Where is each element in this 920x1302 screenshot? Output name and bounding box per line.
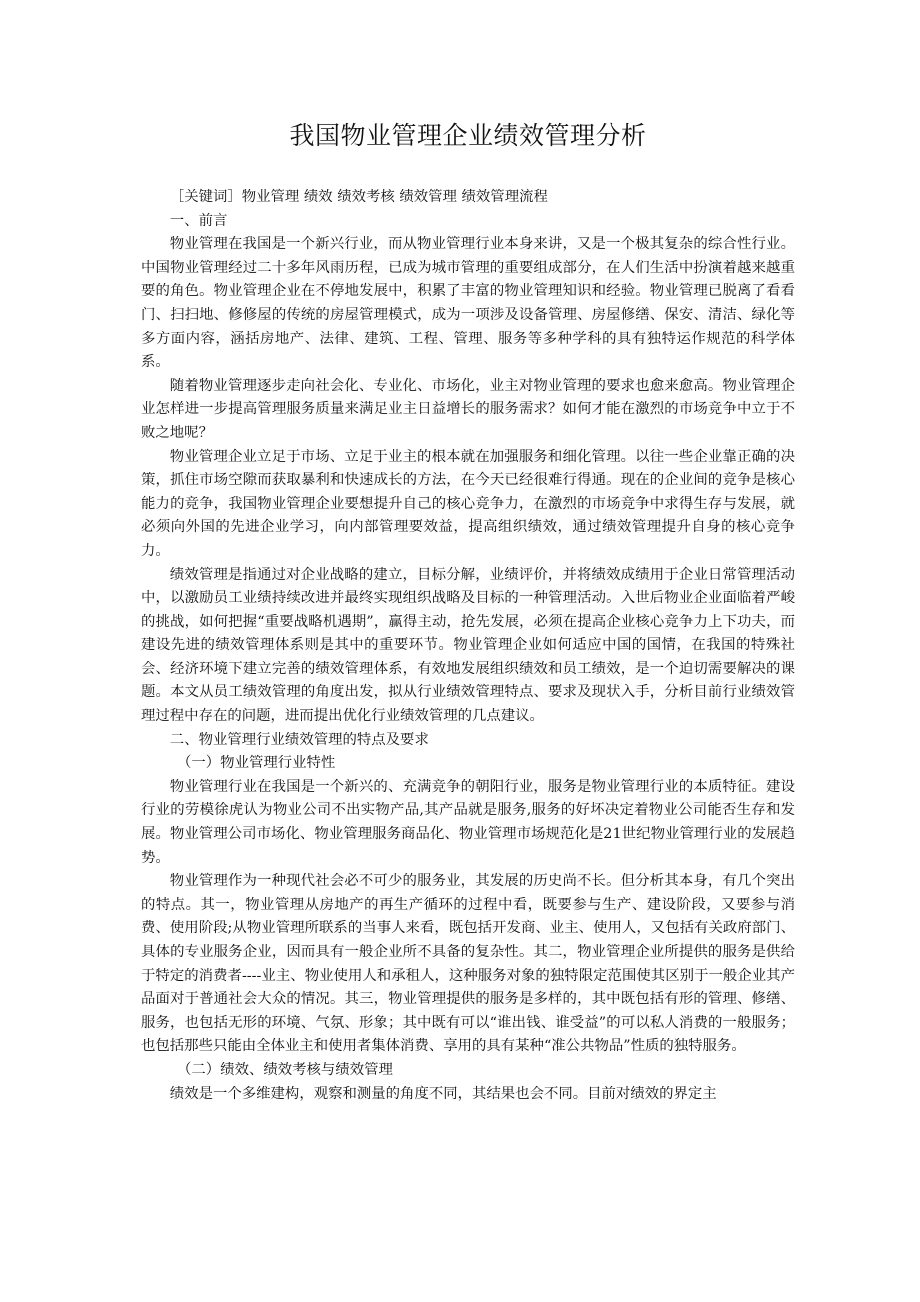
body-paragraph: 物业管理企业立足于市场、立足于业主的根本就在加强服务和细化管理。以往一些企业靠正确的决策，抓住市场空隙而获取暴利和快速成长的方法，在今天已经很难行得通。现在的企业间的竞争是核心能力的竞争，我国物业管理企业要想提升自己的核心竞争力，在激烈的市场竞争中求得生存与发展，就必须向外国的先进企业学习，向内部管理要效益，提高组织绩效，通过绩效管理提升自身的核心竞争力。	[141, 448, 795, 559]
body-paragraph: 绩效管理是指通过对企业战略的建立，目标分解，业绩评价，并将绩效成绩用于企业日常管理活动中，以激励员工业绩持续改进并最终实现组织战略及目标的一种管理活动。入世后物业企业面临着严峻的挑战，如何把握“重要战略机遇期”，赢得主动，抢先发展，必须在提高企业核心竞争力上下功夫，而建设先进的绩效管理体系则是其中的重要环节。物业管理企业如何适应中国的国情，在我国的特殊社会、经济环境下建立完善的绩效管理体系，有效地发展组织绩效和员工绩效，是一个迫切需要解决的课题。本文从员工绩效管理的角度出发，拟从行业绩效管理特点、要求及现状入手，分析目前行业绩效管理过程中存在的问题，进而提出优化行业绩效管理的几点建议。	[141, 566, 795, 725]
body-paragraph: 物业管理行业在我国是一个新兴的、充满竞争的朝阳行业，服务是物业管理行业的本质特征。建设行业的劳模徐虎认为物业公司不出实物产品,其产品就是服务,服务的好坏决定着物业公司能否生存和发展。物业管理公司市场化、物业管理服务商品化、物业管理市场规范化是21世纪物业管理行业的发展趋势。	[141, 778, 795, 866]
document-body	[141, 186, 795, 1106]
body-paragraph: 物业管理在我国是一个新兴行业，而从物业管理行业本身来讲，又是一个极其复杂的综合性行业。中国物业管理经过二十多年风雨历程，已成为城市管理的重要组成部分，在人们生活中扮演着越来越重要的角色。物业管理企业在不停地发展中，积累了丰富的物业管理知识和经验。物业管理已脱离了看看门、扫扫地、修修屋的传统的房屋管理模式，成为一项涉及设备管理、房屋修缮、保安、清洁、绿化等多方面内容，涵括房地产、法律、建筑、工程、管理、服务等多种学科的具有独特运作规范的科学体系。	[141, 236, 795, 371]
subsection-heading-industry-traits: （一）物业管理行业特性	[177, 755, 336, 772]
body-paragraph: 物业管理作为一种现代社会必不可少的服务业，其发展的历史尚不长。但分析其本身，有几个突出的特点。其一，物业管理从房地产的再生产循环的过程中看，既要参与生产、建设阶段，又要参与消费、使用阶段;从物业管理所联系的当事人来看，既包括开发商、业主、使用人，又包括有关政府部门、具体的专业服务企业，因而具有一般企业所不具备的复杂性。其二，物业管理企业所提供的服务是供给于特定的消费者----业主、物业使用人和承租人，这种服务对象的独特限定范围使其区别于一般企业其产品面对于普通社会大众的情况。其三，物业管理提供的服务是多样的，其中既包括有形的管理、修缮、服务，也包括无形的环境、气氛、形象；其中既有可以“谁出钱、谁受益”的可以私人消费的一般服务；也包括那些只能由全体业主和使用者集体消费、享用的具有某种“准公共物品”性质的独特服务。	[141, 873, 795, 1055]
document-title: 我国物业管理企业绩效管理分析	[289, 121, 647, 150]
subsection-heading-performance: （二）绩效、绩效考核与绩效管理	[177, 1061, 393, 1078]
section-heading-preface: 一、前言	[169, 212, 228, 229]
body-paragraph: 随着物业管理逐步走向社会化、专业化、市场化，业主对物业管理的要求也愈来愈高。物业管理企业怎样进一步提高管理服务质量来满足业主日益增长的服务需求？如何才能在激烈的市场竞争中立于不败之地呢？	[141, 377, 795, 441]
keywords-line: ［关键词］物业管理 绩效 绩效考核 绩效管理 绩效管理流程	[169, 189, 548, 205]
section-heading-features: 二、物业管理行业绩效管理的特点及要求	[169, 731, 429, 748]
body-paragraph: 绩效是一个多维建构，观察和测量的角度不同，其结果也会不同。目前对绩效的界定主	[169, 1085, 717, 1102]
document-page	[141, 0, 795, 1106]
